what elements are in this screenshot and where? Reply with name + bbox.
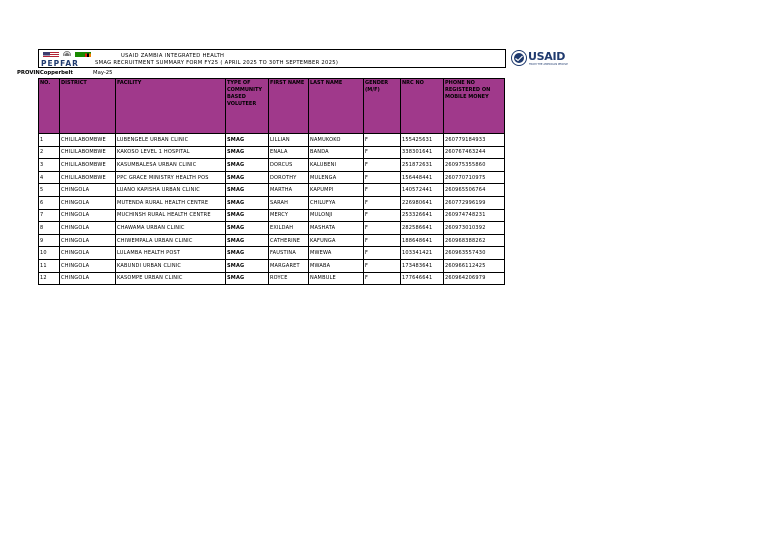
report-month: May-25: [93, 70, 113, 76]
cell-last-name: MULONJI: [309, 209, 364, 222]
cell-gender: F: [364, 159, 401, 172]
cell-no: 8: [39, 222, 60, 235]
cell-first-name: MARTHA: [269, 184, 309, 197]
cell-volunteer-type: SMAG: [226, 171, 269, 184]
cell-first-name: ROYCE: [269, 272, 309, 285]
cell-facility: CHAWAMA URBAN CLINIC: [116, 222, 226, 235]
table-row: [39, 184, 505, 197]
cell-volunteer-type: SMAG: [226, 134, 269, 147]
cell-last-name: CHILUFYA: [309, 196, 364, 209]
cell-volunteer-type: SMAG: [226, 259, 269, 272]
form-title-box: [38, 49, 506, 68]
cell-phone: 260975355860: [444, 159, 505, 172]
cell-no: 2: [39, 146, 60, 159]
cell-facility: LUANO KAPISHA URBAN CLINIC: [116, 184, 226, 197]
cell-gender: F: [364, 259, 401, 272]
col-header-phone: PHONE NO REGISTERED ON MOBILE MONEY: [444, 79, 505, 134]
usaid-wordmark: USAID: [528, 50, 566, 63]
cell-phone: 260770710975: [444, 171, 505, 184]
cell-facility: KASOMPE URBAN CLINIC: [116, 272, 226, 285]
table-row: [39, 196, 505, 209]
table-body: [39, 134, 505, 285]
cell-no: 1: [39, 134, 60, 147]
cell-phone: 260973010392: [444, 222, 505, 235]
cell-facility: KABUNDI URBAN CLINIC: [116, 259, 226, 272]
cell-no: 5: [39, 184, 60, 197]
cell-volunteer-type: SMAG: [226, 272, 269, 285]
cell-first-name: ENALA: [269, 146, 309, 159]
cell-district: CHINGOLA: [60, 247, 116, 260]
cell-gender: F: [364, 146, 401, 159]
cell-nrc: 173483641: [401, 259, 444, 272]
cell-first-name: MERCY: [269, 209, 309, 222]
cell-district: CHILILABOMBWE: [60, 159, 116, 172]
zambia-flag-icon: [75, 52, 91, 57]
table-row: [39, 171, 505, 184]
cell-first-name: EXILDAH: [269, 222, 309, 235]
cell-last-name: MASHATA: [309, 222, 364, 235]
table-row: [39, 272, 505, 285]
cell-nrc: 140572441: [401, 184, 444, 197]
cell-first-name: LILLIAN: [269, 134, 309, 147]
cell-no: 7: [39, 209, 60, 222]
cell-phone: 260966112425: [444, 259, 505, 272]
cell-nrc: 251872631: [401, 159, 444, 172]
col-header-no: NO.: [39, 79, 60, 134]
col-header-facility: FACILITY: [116, 79, 226, 134]
cell-facility: LUBENGELE URBAN CLINIC: [116, 134, 226, 147]
cell-volunteer-type: SMAG: [226, 247, 269, 260]
cell-volunteer-type: SMAG: [226, 209, 269, 222]
cell-phone: 260772996199: [444, 196, 505, 209]
cell-facility: CHIWEMPALA URBAN CLINIC: [116, 234, 226, 247]
col-header-nrc: NRC NO: [401, 79, 444, 134]
cell-nrc: 155425631: [401, 134, 444, 147]
cell-first-name: DORCUS: [269, 159, 309, 172]
cell-no: 3: [39, 159, 60, 172]
table-row: [39, 146, 505, 159]
usaid-logo: [511, 49, 567, 69]
cell-gender: F: [364, 196, 401, 209]
col-header-district: DISTRICT: [60, 79, 116, 134]
cell-last-name: MULENGA: [309, 171, 364, 184]
cell-volunteer-type: SMAG: [226, 159, 269, 172]
table-row: [39, 159, 505, 172]
pepfar-wordmark: PEPFAR: [41, 59, 79, 68]
col-header-volunteer-type: TYPE OF COMMUNITY BASED VOLUTEER: [226, 79, 269, 134]
cell-first-name: CATHERINE: [269, 234, 309, 247]
table-row: [39, 222, 505, 235]
cell-no: 10: [39, 247, 60, 260]
cell-first-name: SARAH: [269, 196, 309, 209]
cell-gender: F: [364, 171, 401, 184]
cell-phone: 260974748231: [444, 209, 505, 222]
cell-no: 6: [39, 196, 60, 209]
cell-phone: 260964206979: [444, 272, 505, 285]
cell-district: CHILILABOMBWE: [60, 134, 116, 147]
cell-nrc: 188648641: [401, 234, 444, 247]
cell-district: CHILILABOMBWE: [60, 146, 116, 159]
cell-district: CHINGOLA: [60, 196, 116, 209]
cell-volunteer-type: SMAG: [226, 222, 269, 235]
usaid-seal-icon: [511, 50, 527, 66]
cell-no: 4: [39, 171, 60, 184]
table-header-row: [39, 79, 505, 134]
cell-last-name: KALUBENI: [309, 159, 364, 172]
cell-last-name: BANDA: [309, 146, 364, 159]
cell-district: CHINGOLA: [60, 222, 116, 235]
cell-volunteer-type: SMAG: [226, 196, 269, 209]
cell-first-name: FAUSTINA: [269, 247, 309, 260]
cell-last-name: MWEWA: [309, 247, 364, 260]
cell-gender: F: [364, 134, 401, 147]
cell-no: 9: [39, 234, 60, 247]
cell-nrc: 226980641: [401, 196, 444, 209]
table-row: [39, 134, 505, 147]
pepfar-logo: [41, 51, 93, 68]
col-header-gender: GENDER (M/F): [364, 79, 401, 134]
report-subtitle: SMAG RECRUITMENT SUMMARY FORM FY25 ( APRIL 2025 TO 30TH SEPTEMBER 2025): [95, 60, 339, 66]
cell-first-name: DOROTHY: [269, 171, 309, 184]
cell-facility: KAKOSO LEVEL 1 HOSPITAL: [116, 146, 226, 159]
table-row: [39, 247, 505, 260]
cell-no: 11: [39, 259, 60, 272]
cell-facility: MUTENDA RURAL HEALTH CENTRE: [116, 196, 226, 209]
cell-facility: LULAMBA HEALTH POST: [116, 247, 226, 260]
report-title: USAID ZAMBIA INTEGRATED HEALTH: [121, 53, 225, 59]
cell-gender: F: [364, 184, 401, 197]
cell-volunteer-type: SMAG: [226, 234, 269, 247]
cell-nrc: 282586641: [401, 222, 444, 235]
table-row: [39, 234, 505, 247]
cell-nrc: 338301641: [401, 146, 444, 159]
cell-phone: 260968388262: [444, 234, 505, 247]
cell-facility: MUCHINSH RURAL HEALTH CENTRE: [116, 209, 226, 222]
cell-district: CHINGOLA: [60, 259, 116, 272]
cell-facility: KASUMBALESA URBAN CLINIC: [116, 159, 226, 172]
cell-district: CHINGOLA: [60, 234, 116, 247]
cell-last-name: NAMUKOKO: [309, 134, 364, 147]
cell-phone: 260965506764: [444, 184, 505, 197]
cell-no: 12: [39, 272, 60, 285]
cell-volunteer-type: SMAG: [226, 184, 269, 197]
table-row: [39, 259, 505, 272]
cell-last-name: KAPUMPI: [309, 184, 364, 197]
cell-gender: F: [364, 222, 401, 235]
cell-last-name: NAMBULE: [309, 272, 364, 285]
cell-district: CHINGOLA: [60, 209, 116, 222]
province-label: PROVINCopperbelt: [17, 70, 73, 76]
us-flag-icon: [43, 52, 59, 57]
recruitment-table: [38, 78, 505, 285]
cell-nrc: 177646641: [401, 272, 444, 285]
cell-first-name: MARGARET: [269, 259, 309, 272]
cell-facility: PPC GRACE MINISTRY HEALTH POS: [116, 171, 226, 184]
cell-phone: 260767463244: [444, 146, 505, 159]
table-row: [39, 209, 505, 222]
cell-gender: F: [364, 247, 401, 260]
cell-district: CHINGOLA: [60, 272, 116, 285]
cell-district: CHINGOLA: [60, 184, 116, 197]
col-header-first-name: FIRST NAME: [269, 79, 309, 134]
cell-gender: F: [364, 234, 401, 247]
cell-last-name: MWABA: [309, 259, 364, 272]
cell-nrc: 253326641: [401, 209, 444, 222]
emblem-icon: [61, 51, 73, 56]
cell-gender: F: [364, 209, 401, 222]
cell-volunteer-type: SMAG: [226, 146, 269, 159]
cell-gender: F: [364, 272, 401, 285]
cell-district: CHILILABOMBWE: [60, 171, 116, 184]
cell-phone: 260963557430: [444, 247, 505, 260]
cell-phone: 260779184933: [444, 134, 505, 147]
cell-nrc: 156448441: [401, 171, 444, 184]
cell-last-name: KAFUNGA: [309, 234, 364, 247]
usaid-tagline: FROM THE AMERICAN PEOPLE: [529, 63, 568, 66]
cell-nrc: 103341421: [401, 247, 444, 260]
col-header-last-name: LAST NAME: [309, 79, 364, 134]
